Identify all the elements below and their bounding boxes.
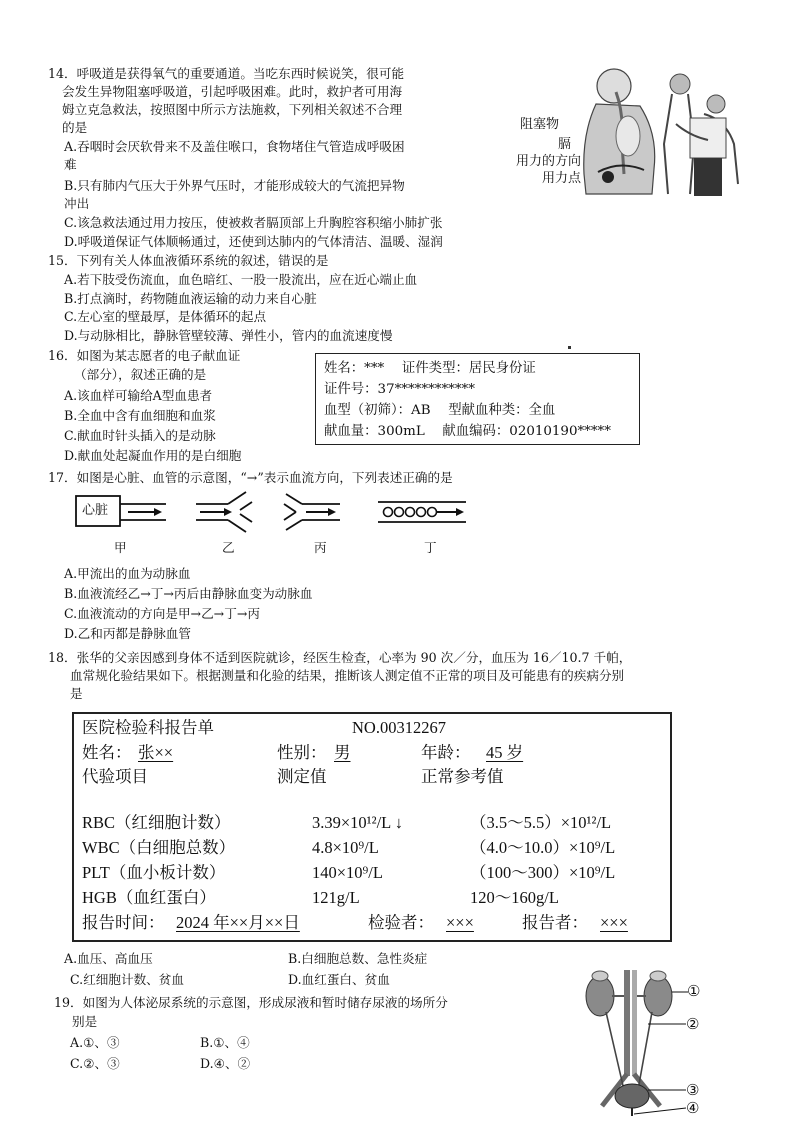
marker-4: ④ (686, 1099, 700, 1117)
q14-line-4: 的是 (62, 120, 88, 135)
q15-stem: 15．下列有关人体血液循环系统的叙述，错误的是 (48, 253, 329, 268)
q17-stem: 17．如图是心脏、血管的示意图，“→”表示血流方向，下列表述正确的是 (48, 470, 453, 485)
fig-label-jia: 甲 (114, 540, 127, 555)
header-reference: 正常参考值 (421, 767, 504, 786)
name-label: 姓名： (82, 743, 132, 762)
row-plt-value: 140×10⁹/L (312, 863, 383, 882)
marker-3: ③ (686, 1081, 700, 1099)
q16-option-d[interactable]: D.献血处起凝血作用的是白细胞 (64, 448, 242, 463)
sex-label: 性别： (277, 743, 327, 762)
q15-option-d[interactable]: D.与动脉相比，静脉管壁较薄、弹性小，管内的血流速度慢 (64, 328, 393, 343)
q18-option-d[interactable]: D.血红蛋白、贫血 (288, 972, 390, 987)
header-item: 代验项目 (82, 767, 148, 786)
q19-option-d[interactable]: D.④、② (200, 1056, 251, 1071)
q18-option-b[interactable]: B.白细胞总数、急性炎症 (288, 951, 428, 966)
marker-2: ② (686, 1015, 700, 1033)
q14-option-a[interactable]: A.吞咽时会厌软骨来不及盖住喉口，食物堵住气管造成呼吸困 (64, 139, 405, 154)
q15-option-c[interactable]: C.左心室的壁最厚，是体循环的起点 (64, 309, 267, 324)
q19-option-a[interactable]: A.①、③ (70, 1035, 120, 1050)
scan-mark (568, 346, 571, 349)
q17-figure (70, 490, 490, 560)
q19-stem-2: 别是 (72, 1014, 98, 1029)
q14-option-b[interactable]: B.只有肺内气压大于外界气压时，才能形成较大的气流把异物 (64, 178, 405, 193)
q18-stem-3: 是 (70, 686, 83, 701)
donation-card (315, 353, 640, 445)
q15-option-a[interactable]: A.若下肢受伤流血，血色暗红、一股一股流出，应在近心端止血 (64, 272, 418, 287)
q17-option-b[interactable]: B.血液流经乙→丁→丙后由静脉血变为动脉血 (64, 586, 313, 601)
q15-option-b[interactable]: B.打点滴时，药物随血液运输的动力来自心脏 (64, 291, 317, 306)
report-time: 2024 年××月××日 (176, 913, 300, 932)
fig-label-bing: 丙 (314, 540, 327, 555)
q17-option-c[interactable]: C.血液流动的方向是甲→乙→丁→丙 (64, 606, 260, 621)
heimlich-figure (512, 64, 752, 200)
checker-label: 检验者： (368, 913, 434, 932)
marker-1: ① (687, 982, 701, 1000)
q19-option-b[interactable]: B.①、④ (200, 1035, 250, 1050)
q19-option-c[interactable]: C.②、③ (70, 1056, 120, 1071)
patient-name: 张×× (138, 743, 174, 762)
row-wbc-item: WBC（白细胞总数） (82, 838, 236, 857)
q14-line-3: 姆立克急救法，按照图中所示方法施救，下列相关叙述不合理 (62, 102, 403, 117)
row-plt-ref: （100～300）×10⁹/L (470, 863, 616, 882)
q18-option-a[interactable]: A.血压、高血压 (64, 951, 153, 966)
label-force-point: 用力点 (542, 171, 582, 186)
time-label: 报告时间： (82, 913, 165, 932)
fig-label-ding: 丁 (424, 540, 437, 555)
q18-stem-1: 18．张华的父亲因感到身体不适到医院就诊，经医生检查，心率为 90 次／分，血压为 16／10.7 千帕， (48, 650, 632, 665)
row-rbc-value: 3.39×10¹²/L ↓ (312, 813, 403, 832)
urinary-system-figure (572, 966, 712, 1118)
q18-option-c[interactable]: C.红细胞计数、贫血 (70, 972, 184, 987)
row-hgb-item: HGB（血红蛋白） (82, 888, 216, 907)
q17-option-a[interactable]: A.甲流出的血为动脉血 (64, 566, 191, 581)
q18-stem-2: 血常规化验结果如下。根据测量和化验的结果，推断该人测定值不正常的项目及可能患有的疾病分别 (70, 668, 625, 683)
header-value: 测定值 (277, 767, 327, 786)
row-plt-item: PLT（血小板计数） (82, 863, 226, 882)
row-rbc-ref: （3.5～5.5）×10¹²/L (470, 813, 612, 832)
card-line-1: 姓名：*** 证件类型：居民身份证 (324, 361, 536, 376)
q14-option-b-cont: 冲出 (64, 196, 90, 211)
reporter-label: 报告者： (522, 913, 588, 932)
label-force-direction: 用力的方向 (516, 154, 582, 169)
checker-name: ××× (446, 913, 474, 932)
reporter-name: ××× (600, 913, 628, 932)
fig-label-yi: 乙 (222, 540, 235, 555)
q14-option-d[interactable]: D.呼吸道保证气体顺畅通过，还使到达肺内的气体清洁、温暖、湿润 (64, 234, 443, 249)
row-hgb-ref: 120～160g/L (470, 888, 559, 907)
q14-option-c[interactable]: C.该急救法通过用力按压，使被救者膈顶部上升胸腔容积缩小肺扩张 (64, 215, 443, 230)
card-line-2: 证件号：37************ (324, 382, 475, 397)
row-hgb-value: 121g/L (312, 888, 360, 907)
q14-line-1: 14．呼吸道是获得氧气的重要通道。当吃东西时候说笑，很可能 (48, 66, 405, 81)
q14-option-a-cont: 难 (64, 157, 77, 172)
patient-age: 45 岁 (486, 743, 524, 762)
card-line-4: 献血量：300mL 献血编码：02010190***** (324, 424, 611, 439)
row-wbc-ref: （4.0～10.0）×10⁹/L (470, 838, 616, 857)
card-line-3: 血型（初筛）：AB 型献血种类：全血 (324, 403, 556, 418)
q16-option-b[interactable]: B.全血中含有血细胞和血浆 (64, 408, 216, 423)
age-label: 年龄： (421, 743, 471, 762)
q16-stem-1: 16．如图为某志愿者的电子献血证 (48, 348, 241, 363)
q16-stem-2: （部分），叙述正确的是 (74, 367, 207, 382)
q19-stem-1: 19．如图为人体泌尿系统的示意图，形成尿液和暂时储存尿液的场所分 (54, 995, 448, 1010)
heart-label: 心脏 (82, 503, 109, 518)
q16-option-c[interactable]: C.献血时针头插入的是动脉 (64, 428, 216, 443)
patient-sex: 男 (334, 743, 351, 762)
q14-line-2: 会发生异物阻塞呼吸道，引起呼吸困难。此时，救护者可用海 (62, 84, 403, 99)
report-number: NO.00312267 (352, 718, 446, 737)
q16-option-a[interactable]: A.该血样可输给A型血患者 (64, 388, 213, 403)
q17-option-d[interactable]: D.乙和丙都是静脉血管 (64, 626, 191, 641)
label-obstruction: 阻塞物 (520, 117, 560, 132)
report-title: 医院检验科报告单 (82, 718, 214, 737)
lab-report (72, 712, 672, 942)
label-diaphragm: 膈 (558, 137, 572, 152)
row-rbc-item: RBC（红细胞计数） (82, 813, 231, 832)
row-wbc-value: 4.8×10⁹/L (312, 838, 379, 857)
